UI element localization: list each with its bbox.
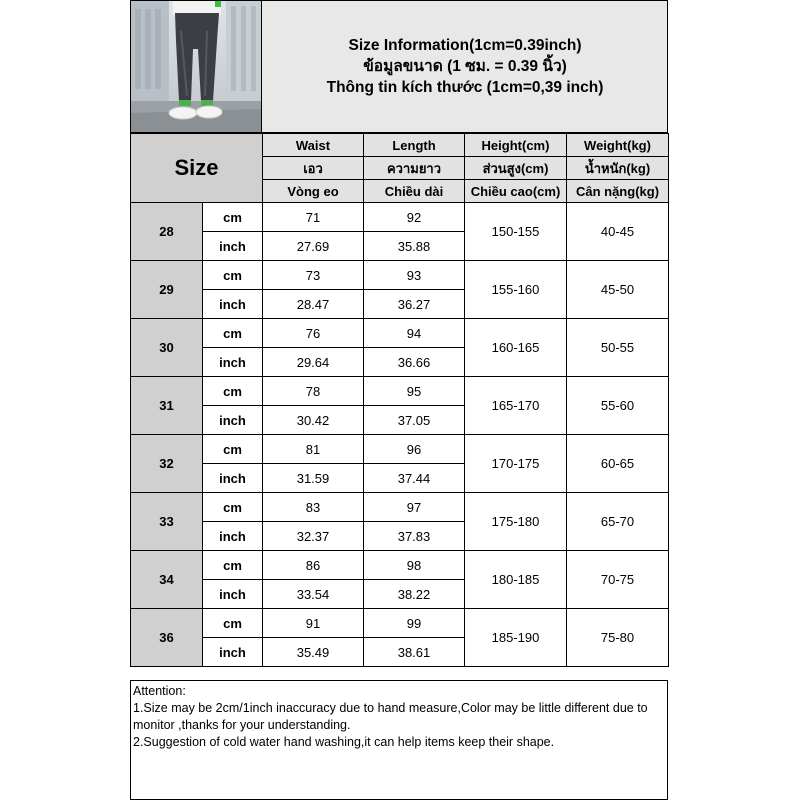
waist-inch-value: 32.37: [263, 522, 364, 551]
waist-header-en: Waist: [263, 134, 364, 157]
length-cm-value: 93: [364, 261, 465, 290]
unit-inch-label: inch: [203, 406, 263, 435]
length-cm-value: 92: [364, 203, 465, 232]
size-value: 33: [131, 493, 203, 551]
unit-cm-label: cm: [203, 609, 263, 638]
title-english: Size Information(1cm=0.39inch): [348, 37, 582, 54]
unit-cm-label: cm: [203, 435, 263, 464]
unit-inch-label: inch: [203, 580, 263, 609]
weight-value: 65-70: [567, 493, 669, 551]
waist-inch-value: 31.59: [263, 464, 364, 493]
waist-cm-value: 76: [263, 319, 364, 348]
waist-inch-value: 29.64: [263, 348, 364, 377]
unit-cm-label: cm: [203, 377, 263, 406]
waist-cm-value: 86: [263, 551, 364, 580]
unit-cm-label: cm: [203, 551, 263, 580]
unit-inch-label: inch: [203, 464, 263, 493]
unit-cm-label: cm: [203, 203, 263, 232]
size-row-cm: [131, 609, 669, 638]
size-row-cm: [131, 493, 669, 522]
column-header-row-en: [131, 134, 669, 157]
height-value: 170-175: [465, 435, 567, 493]
attention-note-1: 1.Size may be 2cm/1inch inaccuracy due to hand measure,Color may be little different due to monitor ,thanks for your understanding.: [133, 701, 648, 732]
unit-cm-label: cm: [203, 319, 263, 348]
length-header-vi: Chiều dài: [364, 180, 465, 203]
length-cm-value: 99: [364, 609, 465, 638]
height-value: 185-190: [465, 609, 567, 667]
unit-inch-label: inch: [203, 638, 263, 667]
waist-header-th: เอว: [263, 157, 364, 180]
unit-cm-label: cm: [203, 493, 263, 522]
length-inch-value: 38.22: [364, 580, 465, 609]
weight-value: 70-75: [567, 551, 669, 609]
attention-note-2: 2.Suggestion of cold water hand washing,it can help items keep their shape.: [133, 735, 555, 749]
weight-value: 55-60: [567, 377, 669, 435]
waist-cm-value: 73: [263, 261, 364, 290]
height-value: 160-165: [465, 319, 567, 377]
length-cm-value: 94: [364, 319, 465, 348]
length-inch-value: 37.83: [364, 522, 465, 551]
weight-value: 45-50: [567, 261, 669, 319]
length-inch-value: 35.88: [364, 232, 465, 261]
unit-inch-label: inch: [203, 290, 263, 319]
height-value: 175-180: [465, 493, 567, 551]
length-inch-value: 36.66: [364, 348, 465, 377]
size-column-header: Size: [131, 134, 263, 203]
height-header-en: Height(cm): [465, 134, 567, 157]
weight-header-th: น้ำหนัก(kg): [567, 157, 669, 180]
length-cm-value: 95: [364, 377, 465, 406]
waist-inch-value: 27.69: [263, 232, 364, 261]
title-thai: ข้อมูลขนาด (1 ซม. = 0.39 นิ้ว): [363, 58, 567, 75]
size-row-cm: [131, 551, 669, 580]
attention-notes: [130, 680, 668, 800]
weight-header-vi: Cân nặng(kg): [567, 180, 669, 203]
waist-cm-value: 83: [263, 493, 364, 522]
weight-value: 60-65: [567, 435, 669, 493]
height-header-vi: Chiều cao(cm): [465, 180, 567, 203]
height-value: 180-185: [465, 551, 567, 609]
length-inch-value: 37.44: [364, 464, 465, 493]
length-inch-value: 36.27: [364, 290, 465, 319]
waist-cm-value: 91: [263, 609, 364, 638]
waist-cm-value: 71: [263, 203, 364, 232]
product-photo: [131, 1, 262, 132]
size-row-cm: [131, 203, 669, 232]
length-cm-value: 96: [364, 435, 465, 464]
weight-value: 75-80: [567, 609, 669, 667]
size-row-cm: [131, 435, 669, 464]
length-header-th: ความยาว: [364, 157, 465, 180]
unit-inch-label: inch: [203, 348, 263, 377]
size-row-cm: [131, 261, 669, 290]
size-information-titles: [262, 35, 668, 98]
title-vietnamese: Thông tin kích thước (1cm=0,39 inch): [326, 79, 604, 96]
size-value: 28: [131, 203, 203, 261]
waist-inch-value: 28.47: [263, 290, 364, 319]
weight-header-en: Weight(kg): [567, 134, 669, 157]
waist-inch-value: 30.42: [263, 406, 364, 435]
waist-inch-value: 35.49: [263, 638, 364, 667]
size-value: 34: [131, 551, 203, 609]
waist-cm-value: 81: [263, 435, 364, 464]
weight-value: 40-45: [567, 203, 669, 261]
size-value: 32: [131, 435, 203, 493]
size-value: 31: [131, 377, 203, 435]
length-header-en: Length: [364, 134, 465, 157]
length-inch-value: 38.61: [364, 638, 465, 667]
height-header-th: ส่วนสูง(cm): [465, 157, 567, 180]
height-value: 165-170: [465, 377, 567, 435]
height-value: 155-160: [465, 261, 567, 319]
unit-cm-label: cm: [203, 261, 263, 290]
size-row-cm: [131, 319, 669, 348]
waist-header-vi: Vòng eo: [263, 180, 364, 203]
attention-title: Attention:: [133, 684, 186, 698]
model-wearing-jeans-image: [131, 1, 261, 132]
unit-inch-label: inch: [203, 232, 263, 261]
length-cm-value: 97: [364, 493, 465, 522]
size-value: 36: [131, 609, 203, 667]
size-row-cm: [131, 377, 669, 406]
length-inch-value: 37.05: [364, 406, 465, 435]
length-cm-value: 98: [364, 551, 465, 580]
waist-cm-value: 78: [263, 377, 364, 406]
size-value: 30: [131, 319, 203, 377]
waist-inch-value: 33.54: [263, 580, 364, 609]
weight-value: 50-55: [567, 319, 669, 377]
size-value: 29: [131, 261, 203, 319]
size-chart-table: [130, 133, 669, 667]
unit-inch-label: inch: [203, 522, 263, 551]
height-value: 150-155: [465, 203, 567, 261]
